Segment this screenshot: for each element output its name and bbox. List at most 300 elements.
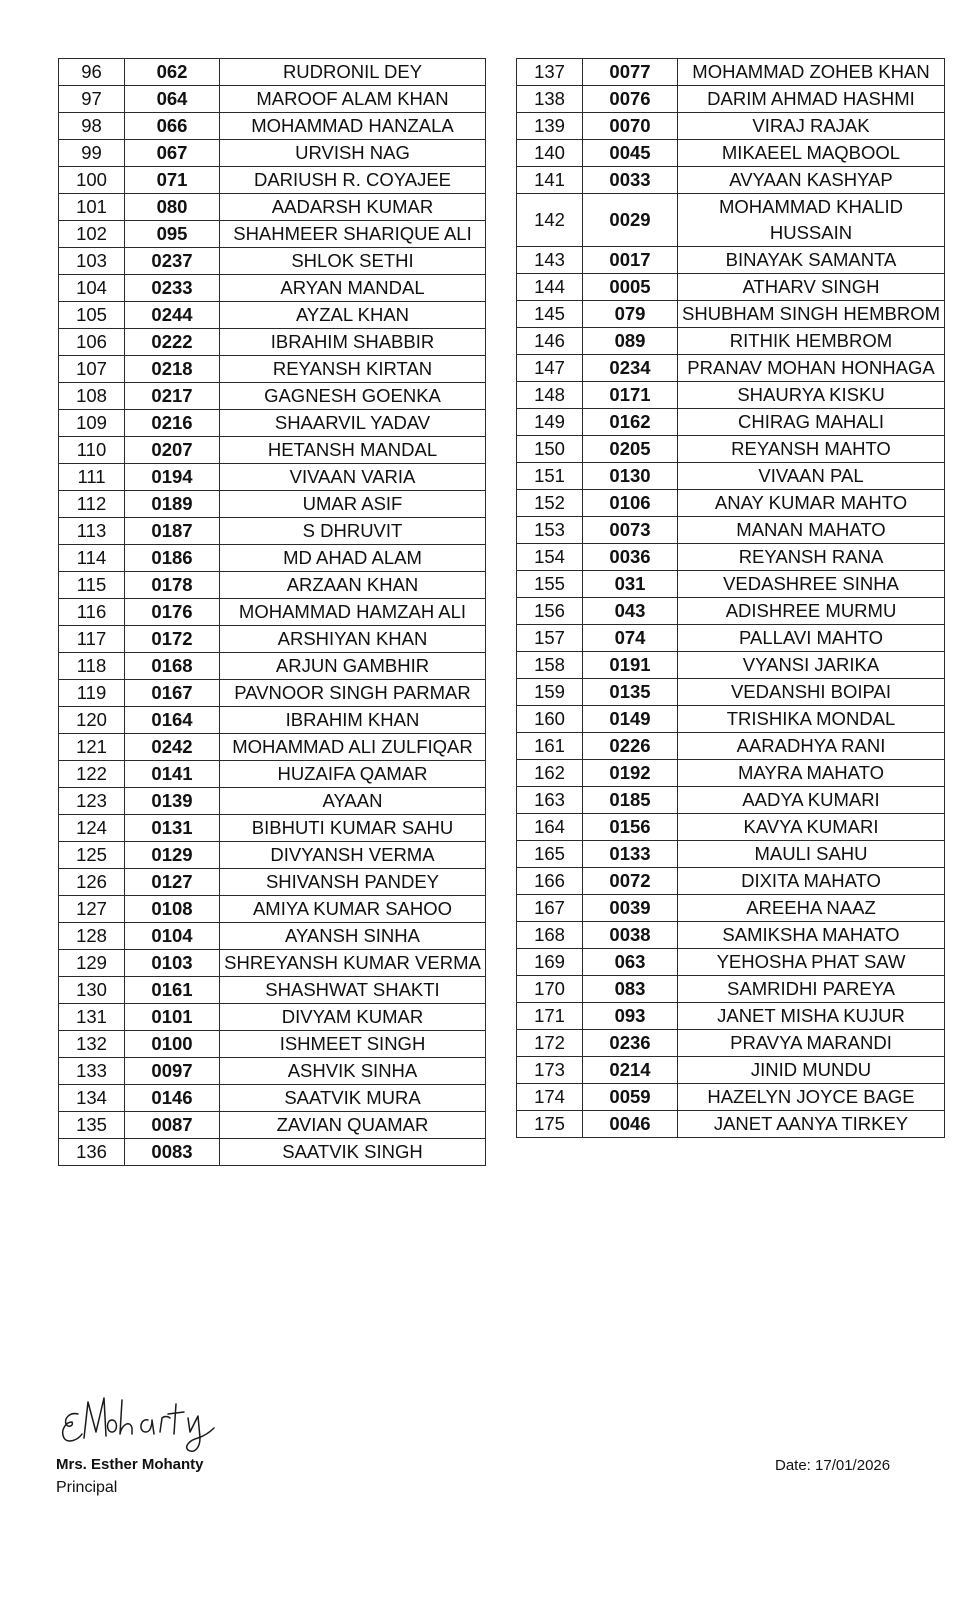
student-code-cell: 0045 — [583, 140, 678, 167]
signatory-name: Mrs. Esther Mohanty — [56, 1456, 204, 1473]
student-code-cell: 0073 — [583, 517, 678, 544]
student-name-cell: ISHMEET SINGH — [220, 1031, 486, 1058]
table-row — [59, 734, 486, 761]
student-name-cell: SAATVIK SINGH — [220, 1139, 486, 1166]
student-code-cell: 0217 — [125, 383, 220, 410]
table-row — [59, 518, 486, 545]
student-name-cell: DARIM AHMAD HASHMI — [678, 86, 945, 113]
student-code-cell: 0141 — [125, 761, 220, 788]
serial-number-cell: 123 — [59, 788, 125, 815]
student-code-cell: 0104 — [125, 923, 220, 950]
table-row — [517, 463, 945, 490]
table-row — [59, 869, 486, 896]
student-code-cell: 0036 — [583, 544, 678, 571]
table-row — [517, 652, 945, 679]
table-row — [517, 706, 945, 733]
table-row — [517, 922, 945, 949]
student-code-cell: 0106 — [583, 490, 678, 517]
student-code-cell: 0127 — [125, 869, 220, 896]
table-row — [59, 572, 486, 599]
serial-number-cell: 155 — [517, 571, 583, 598]
student-name-cell: SHIVANSH PANDEY — [220, 869, 486, 896]
serial-number-cell: 97 — [59, 86, 125, 113]
table-row — [59, 248, 486, 275]
serial-number-cell: 108 — [59, 383, 125, 410]
student-name-cell: SAMIKSHA MAHATO — [678, 922, 945, 949]
student-name-cell: ANAY KUMAR MAHTO — [678, 490, 945, 517]
student-name-cell: AADARSH KUMAR — [220, 194, 486, 221]
serial-number-cell: 105 — [59, 302, 125, 329]
serial-number-cell: 151 — [517, 463, 583, 490]
student-code-cell: 0226 — [583, 733, 678, 760]
table-row — [517, 733, 945, 760]
student-name-cell: DIXITA MAHATO — [678, 868, 945, 895]
student-name-cell: AYZAL KHAN — [220, 302, 486, 329]
serial-number-cell: 99 — [59, 140, 125, 167]
table-row — [517, 274, 945, 301]
table-row — [59, 896, 486, 923]
table-row — [517, 167, 945, 194]
student-name-cell: MANAN MAHATO — [678, 517, 945, 544]
student-code-cell: 0178 — [125, 572, 220, 599]
table-row — [517, 544, 945, 571]
table-row — [517, 949, 945, 976]
table-row — [59, 437, 486, 464]
student-name-cell: JINID MUNDU — [678, 1057, 945, 1084]
serial-number-cell: 139 — [517, 113, 583, 140]
table-row — [59, 167, 486, 194]
student-name-cell: JANET MISHA KUJUR — [678, 1003, 945, 1030]
document-date: Date: 17/01/2026 — [775, 1457, 891, 1474]
student-name-cell: ATHARV SINGH — [678, 274, 945, 301]
table-row — [59, 113, 486, 140]
serial-number-cell: 128 — [59, 923, 125, 950]
serial-number-cell: 122 — [59, 761, 125, 788]
serial-number-cell: 165 — [517, 841, 583, 868]
student-name-cell: ARJUN GAMBHIR — [220, 653, 486, 680]
serial-number-cell: 118 — [59, 653, 125, 680]
serial-number-cell: 116 — [59, 599, 125, 626]
serial-number-cell: 159 — [517, 679, 583, 706]
student-name-cell: PRAVYA MARANDI — [678, 1030, 945, 1057]
serial-number-cell: 174 — [517, 1084, 583, 1111]
serial-number-cell: 107 — [59, 356, 125, 383]
student-code-cell: 0185 — [583, 787, 678, 814]
student-name-cell: VYANSI JARIKA — [678, 652, 945, 679]
student-name-cell: ASHVIK SINHA — [220, 1058, 486, 1085]
table-row — [59, 194, 486, 221]
student-code-cell: 0244 — [125, 302, 220, 329]
serial-number-cell: 112 — [59, 491, 125, 518]
student-code-cell: 0191 — [583, 652, 678, 679]
serial-number-cell: 153 — [517, 517, 583, 544]
student-name-cell: YEHOSHA PHAT SAW — [678, 949, 945, 976]
student-code-cell: 0029 — [583, 194, 678, 247]
student-code-cell: 0130 — [583, 463, 678, 490]
table-row — [59, 491, 486, 518]
student-name-cell: ADISHREE MURMU — [678, 598, 945, 625]
serial-number-cell: 133 — [59, 1058, 125, 1085]
serial-number-cell: 124 — [59, 815, 125, 842]
student-code-cell: 0167 — [125, 680, 220, 707]
serial-number-cell: 147 — [517, 355, 583, 382]
student-code-cell: 0236 — [583, 1030, 678, 1057]
student-name-cell: MAROOF ALAM KHAN — [220, 86, 486, 113]
serial-number-cell: 166 — [517, 868, 583, 895]
student-name-cell: S DHRUVIT — [220, 518, 486, 545]
serial-number-cell: 129 — [59, 950, 125, 977]
student-name-cell: SHUBHAM SINGH HEMBROM — [678, 301, 945, 328]
table-row — [59, 923, 486, 950]
student-name-cell: SAATVIK MURA — [220, 1085, 486, 1112]
student-name-cell: AVYAAN KASHYAP — [678, 167, 945, 194]
table-row — [517, 787, 945, 814]
student-code-cell: 066 — [125, 113, 220, 140]
student-code-cell: 043 — [583, 598, 678, 625]
serial-number-cell: 154 — [517, 544, 583, 571]
serial-number-cell: 163 — [517, 787, 583, 814]
student-code-cell: 0103 — [125, 950, 220, 977]
student-name-cell: JANET AANYA TIRKEY — [678, 1111, 945, 1138]
table-row — [517, 59, 945, 86]
serial-number-cell: 169 — [517, 949, 583, 976]
table-row — [517, 571, 945, 598]
serial-number-cell: 150 — [517, 436, 583, 463]
student-code-cell: 0164 — [125, 707, 220, 734]
table-row — [517, 868, 945, 895]
serial-number-cell: 167 — [517, 895, 583, 922]
student-name-cell: AREEHA NAAZ — [678, 895, 945, 922]
serial-number-cell: 120 — [59, 707, 125, 734]
table-row — [517, 895, 945, 922]
table-row — [59, 275, 486, 302]
student-name-cell: HUZAIFA QAMAR — [220, 761, 486, 788]
table-row — [517, 1003, 945, 1030]
serial-number-cell: 96 — [59, 59, 125, 86]
serial-number-cell: 173 — [517, 1057, 583, 1084]
student-code-cell: 0133 — [583, 841, 678, 868]
serial-number-cell: 106 — [59, 329, 125, 356]
table-row — [59, 1058, 486, 1085]
student-code-cell: 0129 — [125, 842, 220, 869]
student-name-cell: DIVYAM KUMAR — [220, 1004, 486, 1031]
student-code-cell: 0214 — [583, 1057, 678, 1084]
table-row — [59, 761, 486, 788]
student-code-cell: 0059 — [583, 1084, 678, 1111]
student-name-cell: MIKAEEL MAQBOOL — [678, 140, 945, 167]
student-code-cell: 0187 — [125, 518, 220, 545]
serial-number-cell: 130 — [59, 977, 125, 1004]
student-name-cell: VIVAAN VARIA — [220, 464, 486, 491]
student-code-cell: 0216 — [125, 410, 220, 437]
serial-number-cell: 141 — [517, 167, 583, 194]
table-row — [517, 490, 945, 517]
serial-number-cell: 157 — [517, 625, 583, 652]
student-name-cell: AMIYA KUMAR SAHOO — [220, 896, 486, 923]
student-code-cell: 0189 — [125, 491, 220, 518]
serial-number-cell: 162 — [517, 760, 583, 787]
table-row — [59, 356, 486, 383]
serial-number-cell: 121 — [59, 734, 125, 761]
table-row — [59, 410, 486, 437]
student-code-cell: 080 — [125, 194, 220, 221]
student-code-cell: 0233 — [125, 275, 220, 302]
serial-number-cell: 136 — [59, 1139, 125, 1166]
serial-number-cell: 134 — [59, 1085, 125, 1112]
table-row — [59, 788, 486, 815]
serial-number-cell: 110 — [59, 437, 125, 464]
serial-number-cell: 114 — [59, 545, 125, 572]
table-row — [517, 1111, 945, 1138]
student-code-cell: 031 — [583, 571, 678, 598]
student-code-cell: 0017 — [583, 247, 678, 274]
table-row — [59, 464, 486, 491]
student-code-cell: 0005 — [583, 274, 678, 301]
student-name-cell: HETANSH MANDAL — [220, 437, 486, 464]
student-code-cell: 0131 — [125, 815, 220, 842]
student-name-cell: VIRAJ RAJAK — [678, 113, 945, 140]
student-code-cell: 0171 — [583, 382, 678, 409]
table-row — [59, 140, 486, 167]
student-code-cell: 063 — [583, 949, 678, 976]
student-code-cell: 0192 — [583, 760, 678, 787]
student-name-cell: MAULI SAHU — [678, 841, 945, 868]
table-row — [59, 626, 486, 653]
student-name-cell: VEDANSHI BOIPAI — [678, 679, 945, 706]
serial-number-cell: 111 — [59, 464, 125, 491]
student-name-cell: TRISHIKA MONDAL — [678, 706, 945, 733]
student-code-cell: 0218 — [125, 356, 220, 383]
student-name-cell: REYANSH MAHTO — [678, 436, 945, 463]
serial-number-cell: 145 — [517, 301, 583, 328]
serial-number-cell: 102 — [59, 221, 125, 248]
table-row — [59, 1085, 486, 1112]
student-name-cell: MAYRA MAHATO — [678, 760, 945, 787]
student-name-cell: SHREYANSH KUMAR VERMA — [220, 950, 486, 977]
table-row — [517, 86, 945, 113]
table-row — [517, 625, 945, 652]
student-code-cell: 095 — [125, 221, 220, 248]
serial-number-cell: 164 — [517, 814, 583, 841]
serial-number-cell: 103 — [59, 248, 125, 275]
table-row — [59, 842, 486, 869]
student-name-cell: MOHAMMAD HANZALA — [220, 113, 486, 140]
handwritten-signature — [56, 1392, 231, 1458]
serial-number-cell: 146 — [517, 328, 583, 355]
serial-number-cell: 127 — [59, 896, 125, 923]
student-table-left — [58, 58, 486, 1166]
table-row — [517, 1057, 945, 1084]
serial-number-cell: 100 — [59, 167, 125, 194]
student-code-cell: 067 — [125, 140, 220, 167]
serial-number-cell: 160 — [517, 706, 583, 733]
student-code-cell: 0194 — [125, 464, 220, 491]
student-code-cell: 0207 — [125, 437, 220, 464]
serial-number-cell: 109 — [59, 410, 125, 437]
student-code-cell: 064 — [125, 86, 220, 113]
table-row — [59, 977, 486, 1004]
table-row — [59, 329, 486, 356]
table-row — [517, 976, 945, 1003]
student-name-cell: SHAARVIL YADAV — [220, 410, 486, 437]
student-name-cell: SAMRIDHI PAREYA — [678, 976, 945, 1003]
student-name-cell: MOHAMMAD ZOHEB KHAN — [678, 59, 945, 86]
table-row — [517, 113, 945, 140]
table-row — [59, 1112, 486, 1139]
student-name-cell: BIBHUTI KUMAR SAHU — [220, 815, 486, 842]
student-code-cell: 0205 — [583, 436, 678, 463]
table-row — [59, 653, 486, 680]
table-row — [517, 140, 945, 167]
table-row — [517, 301, 945, 328]
serial-number-cell: 135 — [59, 1112, 125, 1139]
table-row — [59, 950, 486, 977]
student-name-cell: REYANSH RANA — [678, 544, 945, 571]
student-name-cell: ARSHIYAN KHAN — [220, 626, 486, 653]
serial-number-cell: 115 — [59, 572, 125, 599]
student-code-cell: 0083 — [125, 1139, 220, 1166]
serial-number-cell: 143 — [517, 247, 583, 274]
student-code-cell: 0072 — [583, 868, 678, 895]
student-code-cell: 071 — [125, 167, 220, 194]
serial-number-cell: 138 — [517, 86, 583, 113]
table-row — [517, 841, 945, 868]
table-row — [517, 328, 945, 355]
student-code-cell: 0076 — [583, 86, 678, 113]
serial-number-cell: 152 — [517, 490, 583, 517]
table-row — [517, 194, 945, 247]
student-code-cell: 079 — [583, 301, 678, 328]
student-name-cell: HAZELYN JOYCE BAGE — [678, 1084, 945, 1111]
table-row — [59, 383, 486, 410]
table-row — [59, 680, 486, 707]
student-code-cell: 0168 — [125, 653, 220, 680]
student-name-cell: URVISH NAG — [220, 140, 486, 167]
student-table-right — [516, 58, 945, 1138]
table-row — [517, 814, 945, 841]
serial-number-cell: 156 — [517, 598, 583, 625]
serial-number-cell: 126 — [59, 869, 125, 896]
serial-number-cell: 158 — [517, 652, 583, 679]
student-code-cell: 0070 — [583, 113, 678, 140]
student-code-cell: 0108 — [125, 896, 220, 923]
student-code-cell: 0100 — [125, 1031, 220, 1058]
serial-number-cell: 125 — [59, 842, 125, 869]
student-code-cell: 0097 — [125, 1058, 220, 1085]
table-row — [517, 247, 945, 274]
table-row — [59, 86, 486, 113]
student-code-cell: 0135 — [583, 679, 678, 706]
student-name-cell: KAVYA KUMARI — [678, 814, 945, 841]
student-code-cell: 0162 — [583, 409, 678, 436]
student-code-cell: 0237 — [125, 248, 220, 275]
table-row — [59, 599, 486, 626]
serial-number-cell: 119 — [59, 680, 125, 707]
student-code-cell: 074 — [583, 625, 678, 652]
serial-number-cell: 113 — [59, 518, 125, 545]
table-row — [517, 517, 945, 544]
table-row — [59, 302, 486, 329]
serial-number-cell: 149 — [517, 409, 583, 436]
student-code-cell: 093 — [583, 1003, 678, 1030]
table-row — [517, 1030, 945, 1057]
student-code-cell: 0046 — [583, 1111, 678, 1138]
student-code-cell: 0186 — [125, 545, 220, 572]
table-row — [59, 59, 486, 86]
student-name-cell: RUDRONIL DEY — [220, 59, 486, 86]
student-code-cell: 0139 — [125, 788, 220, 815]
student-code-cell: 0161 — [125, 977, 220, 1004]
student-name-cell: PRANAV MOHAN HONHAGA — [678, 355, 945, 382]
serial-number-cell: 171 — [517, 1003, 583, 1030]
table-row — [517, 1084, 945, 1111]
table-row — [59, 815, 486, 842]
serial-number-cell: 170 — [517, 976, 583, 1003]
student-name-cell: SHAHMEER SHARIQUE ALI — [220, 221, 486, 248]
student-name-cell: CHIRAG MAHALI — [678, 409, 945, 436]
table-row — [59, 221, 486, 248]
serial-number-cell: 131 — [59, 1004, 125, 1031]
student-code-cell: 0242 — [125, 734, 220, 761]
student-name-cell: PAVNOOR SINGH PARMAR — [220, 680, 486, 707]
student-code-cell: 0101 — [125, 1004, 220, 1031]
serial-number-cell: 142 — [517, 194, 583, 247]
student-name-cell: ZAVIAN QUAMAR — [220, 1112, 486, 1139]
serial-number-cell: 140 — [517, 140, 583, 167]
student-name-cell: IBRAHIM KHAN — [220, 707, 486, 734]
serial-number-cell: 161 — [517, 733, 583, 760]
serial-number-cell: 148 — [517, 382, 583, 409]
serial-number-cell: 175 — [517, 1111, 583, 1138]
student-code-cell: 0176 — [125, 599, 220, 626]
student-name-cell: AYAAN — [220, 788, 486, 815]
student-name-cell: GAGNESH GOENKA — [220, 383, 486, 410]
serial-number-cell: 137 — [517, 59, 583, 86]
table-row — [517, 598, 945, 625]
student-code-cell: 0033 — [583, 167, 678, 194]
student-code-cell: 0146 — [125, 1085, 220, 1112]
table-row — [517, 436, 945, 463]
serial-number-cell: 168 — [517, 922, 583, 949]
table-row — [59, 707, 486, 734]
table-row — [517, 679, 945, 706]
student-name-cell: IBRAHIM SHABBIR — [220, 329, 486, 356]
student-name-cell: RITHIK HEMBROM — [678, 328, 945, 355]
student-name-cell: AYANSH SINHA — [220, 923, 486, 950]
signatory-title: Principal — [56, 1479, 118, 1496]
serial-number-cell: 144 — [517, 274, 583, 301]
serial-number-cell: 132 — [59, 1031, 125, 1058]
serial-number-cell: 98 — [59, 113, 125, 140]
student-name-cell: UMAR ASIF — [220, 491, 486, 518]
student-name-cell: DIVYANSH VERMA — [220, 842, 486, 869]
student-name-cell: ARYAN MANDAL — [220, 275, 486, 302]
student-code-cell: 0149 — [583, 706, 678, 733]
student-code-cell: 062 — [125, 59, 220, 86]
table-row — [517, 355, 945, 382]
student-name-cell: BINAYAK SAMANTA — [678, 247, 945, 274]
signature-block — [56, 1392, 316, 1522]
student-name-cell: MOHAMMAD ALI ZULFIQAR — [220, 734, 486, 761]
student-name-cell: SHASHWAT SHAKTI — [220, 977, 486, 1004]
student-name-cell: VEDASHREE SINHA — [678, 571, 945, 598]
student-name-cell: MOHAMMAD KHALID HUSSAIN — [678, 194, 945, 247]
student-name-cell: SHAURYA KISKU — [678, 382, 945, 409]
table-row — [59, 1139, 486, 1166]
student-name-cell: ARZAAN KHAN — [220, 572, 486, 599]
student-code-cell: 0172 — [125, 626, 220, 653]
table-row — [59, 1031, 486, 1058]
